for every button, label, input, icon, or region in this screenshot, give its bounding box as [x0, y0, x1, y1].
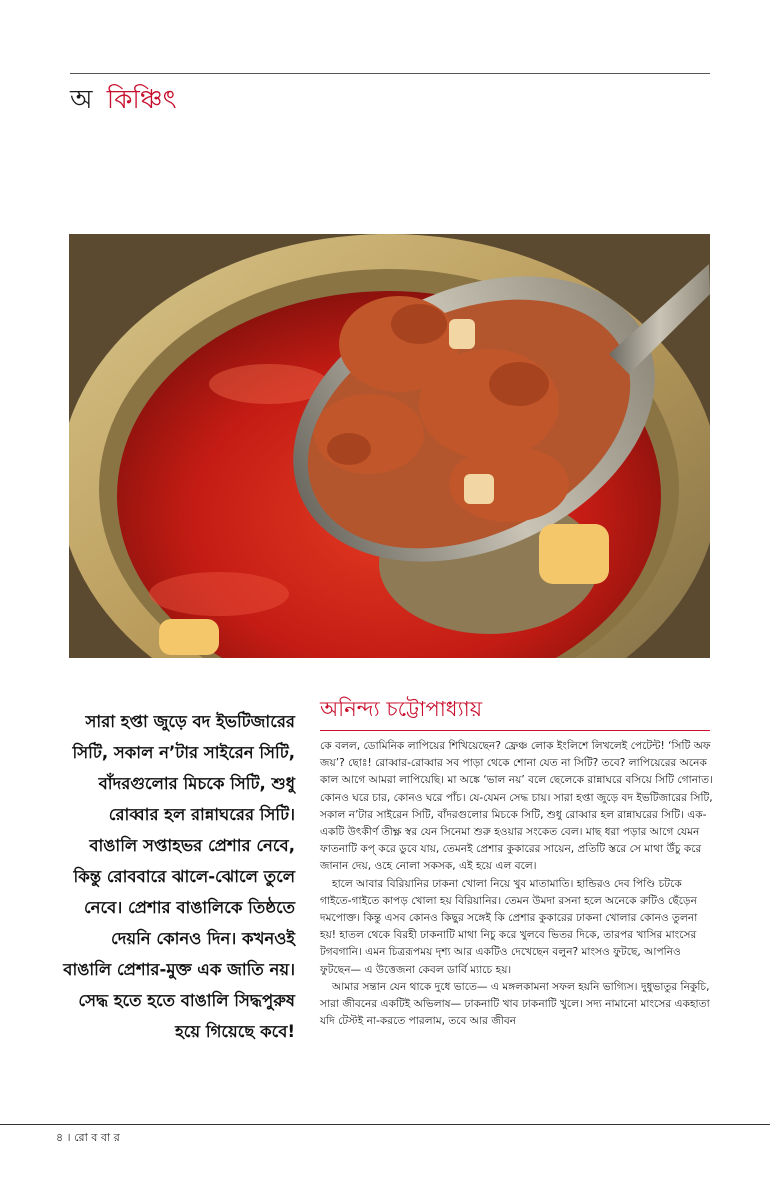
- author-rule: [320, 730, 710, 731]
- section-heading: [70, 84, 176, 116]
- article-paragraph: কে বলল, ডোমিনিক লাপিয়ের শিখিয়েছেন? ফ্রেঞ্চ লোক ইংলিশে লিখলেই পেটেন্ট! ‘সিটি অফ জয়’? ছোঃ! রোব্বার-রোব্বার সব পাড়া থেকে শোনা যেত না সিটি? তবে? লাপিয়েরের অনেক কাল আগে আমরা লাপিয়েছি। মা অঙ্কে ‘ভাল নয়’ বলে ছেলেকে রান্নাঘরে বসিয়ে সিটি গোনাত। কোনও ঘরে চার, কোনও ঘরে পাঁচ। যে-যেমন সেদ্ধ চায়। সারা হপ্তা জুড়ে বদ ইভটিজারের সিটি, সকাল ন’টার সাইরেন সিটি, বাঁদরগুলোর মিচকে সিটি, শুধু রোব্বার হল রান্নাঘরের সিটি। এক-একটি উৎকীর্ণ তীক্ষ্ণ স্বর যেন সিনেমা শুরু হওয়ার সংকেত বেল। মাছ ধরা পড়ার আগে যেমন ফাতনাটি কপ্‌ করে ডুবে যায়, তেমনই প্রেশার কুকারের সায়েন, প্রতিটি স্তরে সে মাথা উঁচু করে জানান দেয়, ওহে নোলা সকসক, এই হয়ে এল বলে।: [320, 740, 713, 873]
- pull-quote: সারা হপ্তা জুড়ে বদ ইভটিজারের সিটি, সকাল ন’টার সাইরেন সিটি, বাঁদরগুলোর মিচকে সিটি, শুধু রোব্বার হল রান্নাঘরের সিটি। বাঙালি সপ্তাহভর প্রেশার নেবে, কিন্তু রোববারে ঝালে-ঝোলে তুলে নেবে। প্রেশার বাঙালিকে তিষ্ঠতে দেয়নি কোনও দিন। কখনওই বাঙালি প্রেশার-মুক্ত এক জাতি নয়। সেদ্ধ হতে হতে বাঙালি সিদ্ধপুরুষ হয়ে গিয়েছে কবে!: [63, 712, 295, 1041]
- bottom-rule: [0, 1124, 770, 1125]
- page-folio: [56, 1131, 120, 1145]
- curry-photo: [69, 234, 710, 658]
- page-number: ৪: [56, 1131, 64, 1144]
- article-body: [320, 738, 714, 1030]
- section-title: কিঞ্চিৎ: [106, 85, 177, 115]
- curry-photo-icon: [69, 234, 710, 658]
- section-prefix: অ: [70, 85, 93, 115]
- article-paragraph: আমার সন্তান যেন থাকে দুধে ভাতে— এ মঙ্গলকামনা সফল হয়নি ভাগ্যিস। দুধুভাতুর নিকুচি, সারা জীবনের একটিই অভিলাষ— ঢাকনাটি খাব ঢাকনাটি খুলে। সদ্য নামানো মাংসের একহাতা যদি টেস্টই না-করতে পারলাম, তবে আর জীবন: [320, 980, 710, 1028]
- article-paragraph: হালে আবার বিরিয়ানির ঢাকনা খোলা নিয়ে খুব মাতামাতি। হান্ডিরও দেব পিণ্ডি চটকে গাইতে-গাইতে কাপড় খোলা হয় বিরিয়ানির। তেমন উমদা রসনা হলে অনেকে রুটিও ছেঁড়েন দমপোক্ত। কিন্তু এসব কোনও কিছুর সঙ্গেই কি প্রেশার কুকারের ঢাকনা খোলার কোনও তুলনা হয়! হাতল থেকে বিরহী ঢাকনাটি মাথা নিচু করে খুলবে ভিতর দিকে, তারপর খাসির মাংসের টগবগানি। এমন চিত্ররূপময় দৃশ্য আর একটিও দেখেছেন বলুন? মাংসও ফুটছে, আপনিও ফুটছেন— এ উত্তেজনা কেবল ডার্বি ম্যাচে হয়।: [320, 877, 698, 976]
- top-rule: [70, 73, 710, 74]
- author-name: অনিন্দ্য চট্টোপাধ্যায়: [320, 697, 483, 721]
- folio-separator: ।: [66, 1131, 71, 1144]
- magazine-name: রো ব বা র: [74, 1131, 120, 1144]
